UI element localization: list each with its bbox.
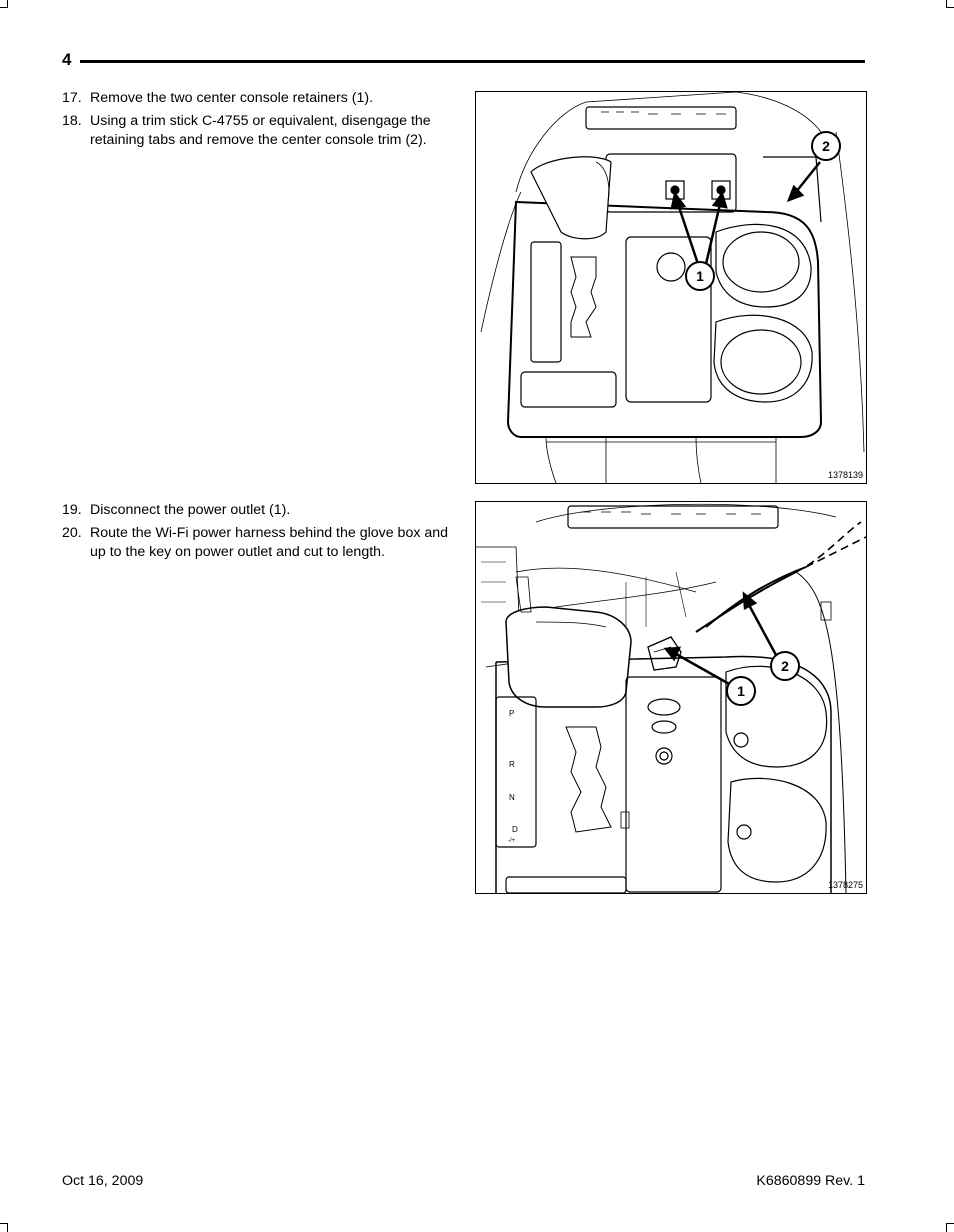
shifter-label-p: P (509, 709, 515, 718)
step-number: 19. (62, 502, 82, 518)
callout-1: 1 (737, 683, 745, 699)
step-text: Route the Wi-Fi power harness behind the glove box and up to the key on power outlet and cut to length. (90, 525, 449, 560)
step-20 (62, 524, 454, 562)
figure-console-trim (475, 91, 867, 484)
figure-id: 1378139 (827, 470, 863, 480)
shifter-label-n: N (509, 793, 515, 802)
crop-mark-top-left (0, 0, 8, 8)
console-trim-illustration (476, 92, 866, 483)
crop-mark-top-right (946, 0, 954, 8)
callout-2: 2 (822, 138, 830, 154)
step-number: 20. (62, 525, 82, 541)
header-rule (80, 60, 865, 63)
step-number: 18. (62, 113, 82, 129)
step-18 (62, 112, 454, 150)
step-number: 17. (62, 90, 82, 106)
shifter-label-manual: -/+ (508, 838, 516, 844)
footer-document-id: K6860899 Rev. 1 (756, 1173, 865, 1189)
step-text: Disconnect the power outlet (1). (90, 502, 291, 518)
step-list-b (62, 501, 454, 566)
footer-date: Oct 16, 2009 (62, 1173, 144, 1189)
step-list-a (62, 89, 454, 154)
step-19 (62, 501, 454, 520)
shifter-label-d: D (512, 825, 518, 834)
callout-2: 2 (781, 658, 789, 674)
shifter-label-r: R (509, 760, 515, 769)
figure-id: 1378275 (827, 880, 863, 890)
callout-1: 1 (696, 268, 704, 284)
page-number: 4 (62, 50, 72, 69)
power-outlet-illustration (476, 502, 866, 893)
figure-power-outlet (475, 501, 867, 894)
step-text: Using a trim stick C-4755 or equivalent, disengage the retaining tabs and remove the center console trim (2). (90, 113, 431, 148)
step-17 (62, 89, 454, 108)
step-text: Remove the two center console retainers (1). (90, 90, 374, 106)
